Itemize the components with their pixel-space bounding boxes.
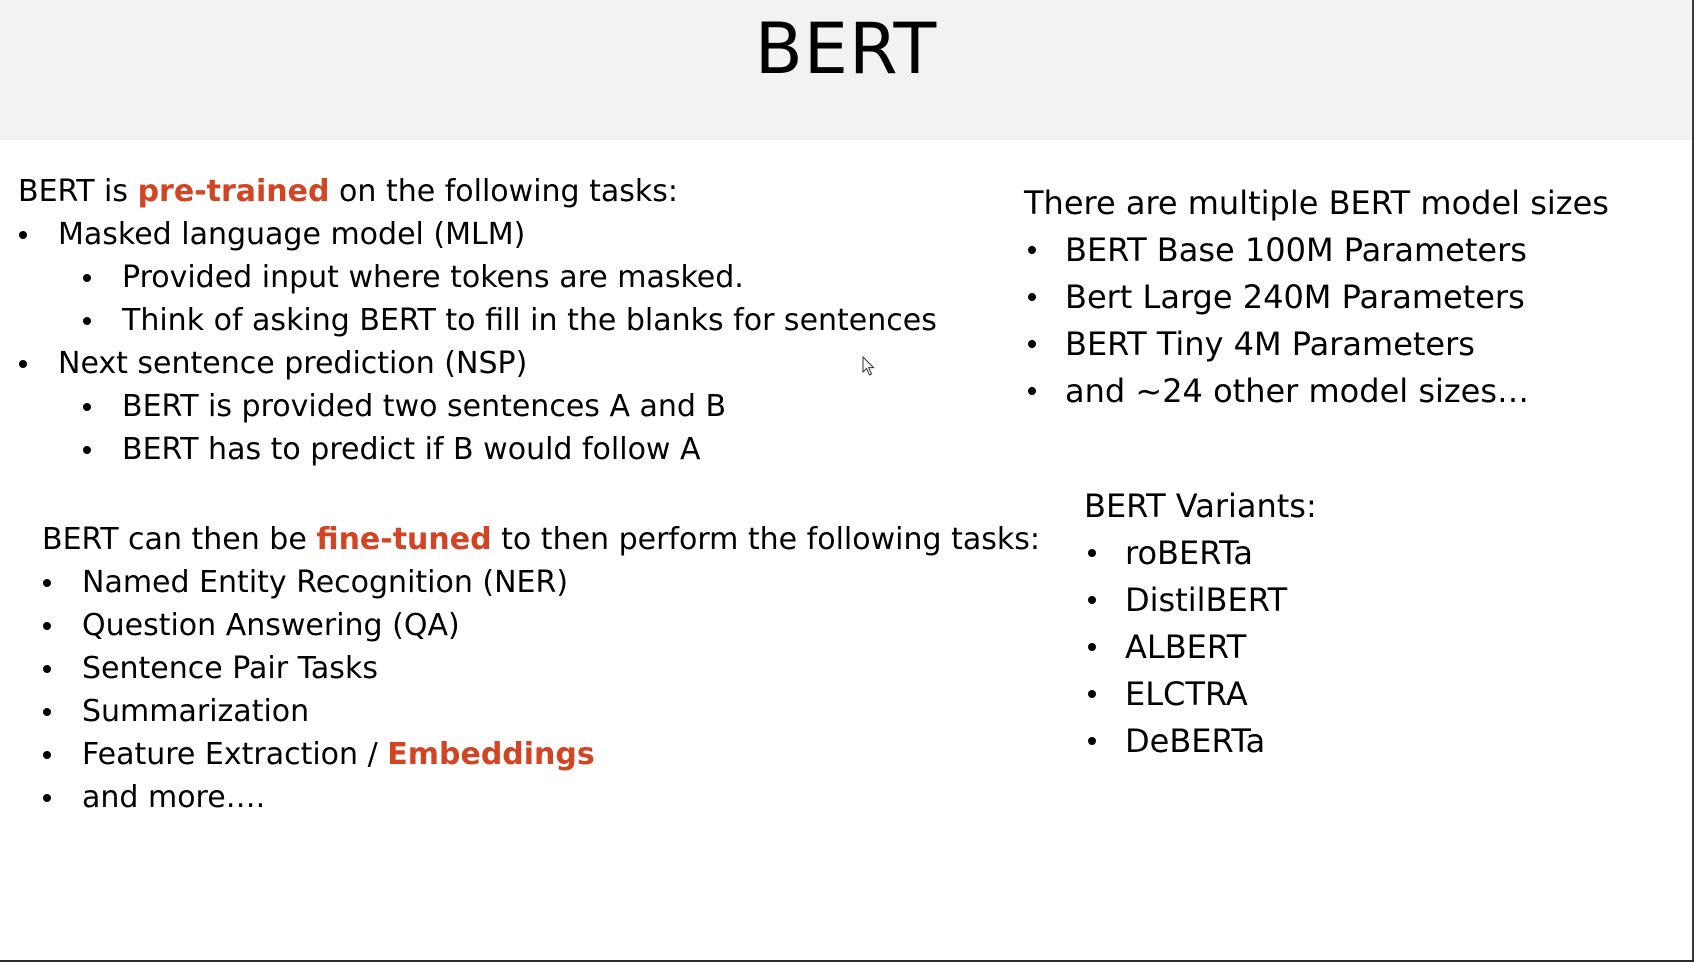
finetune-intro-suffix: to then perform the following tasks: — [501, 522, 1040, 557]
bullet-dot — [1088, 737, 1096, 745]
pretrain-item: Next sentence prediction (NSP) — [58, 346, 528, 381]
bullet-dot — [43, 708, 51, 716]
bullet-dot — [1028, 293, 1036, 301]
pretrain-subitem: BERT has to predict if B would follow A — [122, 432, 701, 467]
bullet-dot — [43, 751, 51, 759]
bullet-dot — [83, 446, 91, 454]
variant-item: DistilBERT — [1125, 581, 1288, 619]
bullet-dot — [1028, 246, 1036, 254]
pretrain-subitem: Provided input where tokens are masked. — [122, 260, 744, 295]
mouse-pointer-icon — [862, 356, 876, 378]
bullet-dot — [43, 665, 51, 673]
bullet-dot — [43, 622, 51, 630]
variant-item: DeBERTa — [1125, 722, 1266, 760]
finetune-intro — [42, 518, 1040, 561]
title-bar — [0, 0, 1692, 140]
pretrain-intro-suffix: on the following tasks: — [339, 174, 679, 209]
sizes-heading: There are multiple BERT model sizes — [1024, 184, 1609, 222]
variant-item: roBERTa — [1125, 534, 1253, 572]
slide-title: BERT — [754, 8, 938, 90]
bullet-dot — [19, 360, 27, 368]
bullet-dot — [1088, 690, 1096, 698]
feature-extraction-label: Feature Extraction / — [82, 737, 378, 772]
finetune-item: Sentence Pair Tasks — [82, 651, 378, 686]
pretrain-intro-prefix: BERT is — [18, 174, 129, 209]
bullet-dot — [83, 317, 91, 325]
pretrain-subitem: Think of asking BERT to fill in the blanks for sentences — [122, 303, 937, 338]
variant-item: ALBERT — [1125, 628, 1247, 666]
bullet-dot — [1088, 596, 1096, 604]
finetune-item: Question Answering (QA) — [82, 608, 460, 643]
finetune-item — [82, 733, 595, 776]
bullet-dot — [1028, 340, 1036, 348]
bullet-dot — [43, 579, 51, 587]
pretrain-intro — [18, 170, 678, 213]
bullet-dot — [83, 274, 91, 282]
finetune-intro-prefix: BERT can then be — [42, 522, 307, 557]
bullet-dot — [43, 794, 51, 802]
size-item: BERT Tiny 4M Parameters — [1065, 325, 1475, 363]
bullet-dot — [83, 403, 91, 411]
bullet-dot — [1088, 643, 1096, 651]
finetune-highlight: fine-tuned — [316, 522, 492, 557]
bullet-dot — [1028, 387, 1036, 395]
finetune-item: Named Entity Recognition (NER) — [82, 565, 569, 600]
variants-heading: BERT Variants: — [1084, 487, 1317, 525]
size-item: BERT Base 100M Parameters — [1065, 231, 1527, 269]
pretrain-subitem: BERT is provided two sentences A and B — [122, 389, 727, 424]
size-item: Bert Large 240M Parameters — [1065, 278, 1525, 316]
size-item: and ~24 other model sizes… — [1065, 372, 1530, 410]
bullet-dot — [1088, 549, 1096, 557]
pretrain-highlight: pre-trained — [137, 174, 330, 209]
finetune-item: Summarization — [82, 694, 310, 729]
finetune-item: and more…. — [82, 780, 266, 815]
bullet-dot — [19, 231, 27, 239]
embeddings-highlight: Embeddings — [387, 737, 595, 772]
pretrain-item: Masked language model (MLM) — [58, 217, 526, 252]
variant-item: ELCTRA — [1125, 675, 1248, 713]
